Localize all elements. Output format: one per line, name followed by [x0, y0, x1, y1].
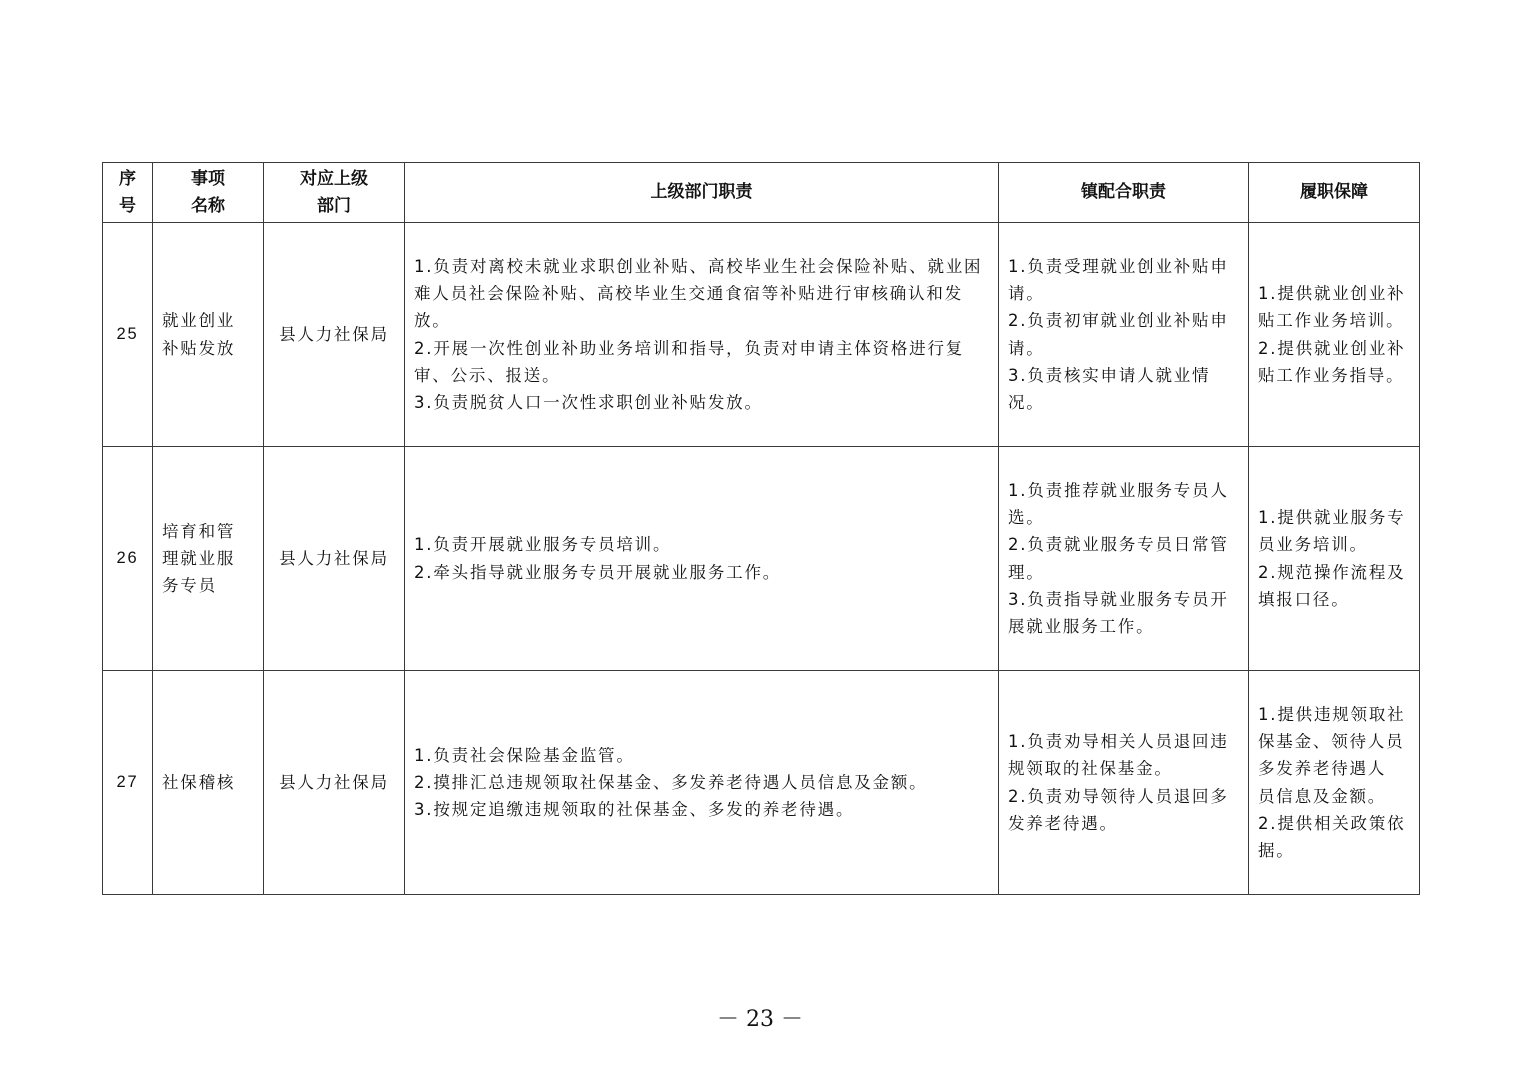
- guarantee-cell: [1249, 671, 1420, 895]
- department-cell: 县人力社保局: [264, 671, 405, 895]
- row-number: 27: [103, 671, 153, 895]
- guarantee-line: 1.提供就业服务专: [1258, 508, 1406, 528]
- table-row: [103, 223, 1420, 447]
- upper-duty-line: 1.负责对离校未就业求职创业补贴、高校毕业生社会保险补贴、就业困: [414, 256, 983, 276]
- item-name-line: 培育和管: [162, 521, 236, 541]
- header-town-duties: 镇配合职责: [999, 163, 1249, 223]
- header-seq: [103, 163, 153, 223]
- upper-duties-cell: [405, 447, 999, 671]
- guarantee-line: 2.规范操作流程及: [1258, 562, 1406, 582]
- guarantee-line: 2.提供就业创业补: [1258, 338, 1406, 358]
- duty-table: [102, 162, 1420, 895]
- town-duty-line: 请。: [1008, 338, 1045, 358]
- upper-duty-line: 放。: [414, 311, 451, 331]
- town-duty-line: 请。: [1008, 284, 1045, 304]
- town-duty-line: 发养老待遇。: [1008, 813, 1118, 833]
- guarantee-line: 贴工作业务指导。: [1258, 365, 1405, 385]
- guarantee-line: 据。: [1258, 840, 1295, 860]
- town-duty-line: 规领取的社保基金。: [1008, 759, 1173, 779]
- header-seq-line: 号: [119, 195, 136, 216]
- item-name-line: 务专员: [162, 576, 217, 596]
- town-duty-line: 况。: [1008, 392, 1045, 412]
- table-row: [103, 447, 1420, 671]
- header-guarantee: 履职保障: [1249, 163, 1420, 223]
- town-duties-cell: [999, 671, 1249, 895]
- item-name-cell: [153, 447, 264, 671]
- town-duties-cell: [999, 223, 1249, 447]
- header-department: [264, 163, 405, 223]
- upper-duty-line: 1.负责开展就业服务专员培训。: [414, 535, 672, 555]
- header-item-line: 名称: [191, 195, 225, 216]
- item-name-cell: [153, 671, 264, 895]
- upper-duty-line: 2.牵头指导就业服务专员开展就业服务工作。: [414, 562, 782, 582]
- guarantee-line: 贴工作业务培训。: [1258, 311, 1405, 331]
- town-duty-line: 2.负责初审就业创业补贴申: [1008, 311, 1229, 331]
- guarantee-cell: [1249, 447, 1420, 671]
- upper-duty-line: 审、公示、报送。: [414, 365, 561, 385]
- guarantee-cell: [1249, 223, 1420, 447]
- upper-duty-line: 3.按规定追缴违规领取的社保基金、多发的养老待遇。: [414, 800, 855, 820]
- guarantee-line: 1.提供违规领取社: [1258, 704, 1406, 724]
- guarantee-line: 多发养老待遇人: [1258, 759, 1387, 779]
- upper-duty-line: 2.开展一次性创业补助业务培训和指导，负责对申请主体资格进行复: [414, 338, 965, 358]
- town-duty-line: 选。: [1008, 508, 1045, 528]
- town-duties-cell: [999, 447, 1249, 671]
- town-duty-line: 3.负责指导就业服务专员开: [1008, 589, 1229, 609]
- guarantee-line: 填报口径。: [1258, 589, 1350, 609]
- guarantee-line: 员信息及金额。: [1258, 786, 1387, 806]
- header-upper-duties: 上级部门职责: [405, 163, 999, 223]
- header-dept-line: 部门: [317, 195, 351, 216]
- town-duty-line: 1.负责受理就业创业补贴申: [1008, 256, 1229, 276]
- page-number: － 23 －: [717, 1007, 803, 1032]
- item-name-cell: [153, 223, 264, 447]
- guarantee-line: 1.提供就业创业补: [1258, 284, 1406, 304]
- item-name-line: 社保稽核: [162, 772, 236, 792]
- upper-duty-line: 难人员社会保险补贴、高校毕业生交通食宿等补贴进行审核确认和发: [414, 284, 963, 304]
- guarantee-line: 员业务培训。: [1258, 535, 1368, 555]
- upper-duty-line: 3.负责脱贫人口一次性求职创业补贴发放。: [414, 392, 763, 412]
- guarantee-line: 2.提供相关政策依: [1258, 813, 1406, 833]
- town-duty-line: 2.负责就业服务专员日常管: [1008, 535, 1229, 555]
- header-item-line: 事项: [191, 168, 225, 189]
- header-seq-line: 序: [119, 168, 136, 189]
- item-name-line: 补贴发放: [162, 338, 236, 358]
- upper-duty-line: 1.负责社会保险基金监管。: [414, 745, 635, 765]
- header-item-name: [153, 163, 264, 223]
- guarantee-line: 保基金、领待人员: [1258, 732, 1405, 752]
- row-number: 25: [103, 223, 153, 447]
- upper-duties-cell: [405, 223, 999, 447]
- header-dept-line: 对应上级: [300, 168, 368, 189]
- town-duty-line: 展就业服务工作。: [1008, 616, 1155, 636]
- row-number: 26: [103, 447, 153, 671]
- item-name-line: 理就业服: [162, 548, 236, 568]
- department-cell: 县人力社保局: [264, 447, 405, 671]
- department-cell: 县人力社保局: [264, 223, 405, 447]
- town-duty-line: 1.负责劝导相关人员退回违: [1008, 732, 1229, 752]
- upper-duties-cell: [405, 671, 999, 895]
- town-duty-line: 1.负责推荐就业服务专员人: [1008, 480, 1229, 500]
- town-duty-line: 2.负责劝导领待人员退回多: [1008, 786, 1229, 806]
- table-header-row: [103, 163, 1420, 223]
- town-duty-line: 理。: [1008, 562, 1045, 582]
- table-row: [103, 671, 1420, 895]
- upper-duty-line: 2.摸排汇总违规领取社保基金、多发养老待遇人员信息及金额。: [414, 772, 928, 792]
- item-name-line: 就业创业: [162, 311, 236, 331]
- town-duty-line: 3.负责核实申请人就业情: [1008, 365, 1211, 385]
